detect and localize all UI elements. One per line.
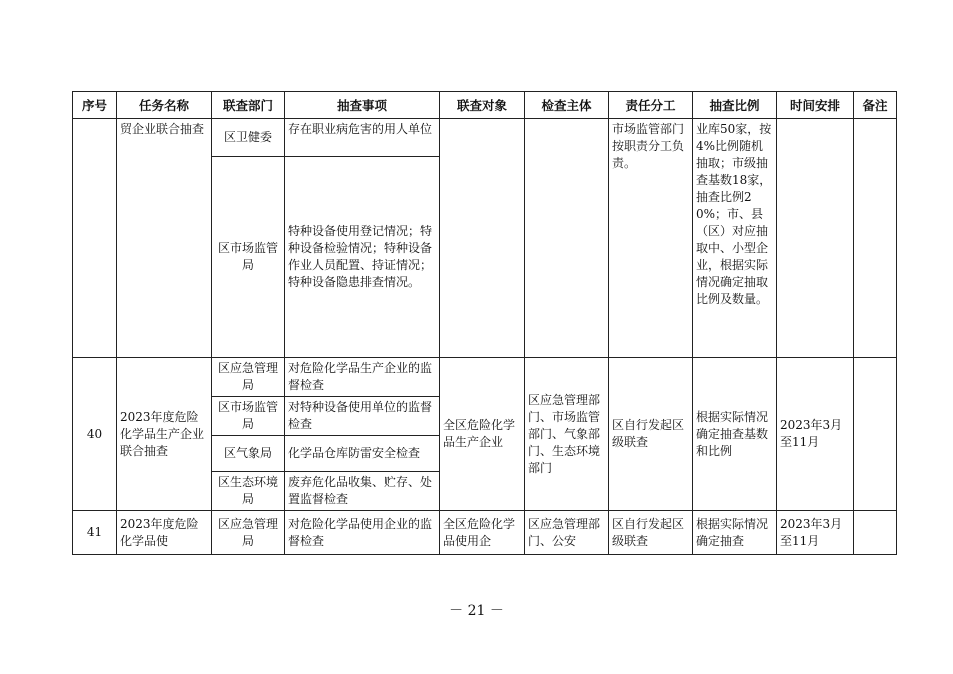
- task-name-cell: 2023年度危险化学品生产企业联合抽查: [117, 358, 212, 511]
- inspection-table: [72, 91, 897, 555]
- dept-cell: 区生态环境局: [212, 472, 285, 511]
- dept-cell: 区应急管理局: [212, 358, 285, 397]
- ratio-cell: 业库50家，按4%比例随机抽取；市级抽查基数18家，抽查比例20%；市、县（区）对应抽取中、小型企业，根据实际情况确定抽取比例及数量。: [693, 119, 777, 358]
- task-name-cell: 2023年度危险化学品使: [117, 511, 212, 555]
- remark-cell: [854, 119, 897, 358]
- header-cell: 责任分工: [609, 92, 693, 119]
- header-cell: 检查主体: [525, 92, 609, 119]
- subject-cell: 区应急管理部门、公安: [525, 511, 609, 555]
- item-cell: 对特种设备使用单位的监督检查: [285, 397, 440, 436]
- table-row: [73, 358, 897, 397]
- item-cell: 特种设备使用登记情况；特种设备检验情况；特种设备作业人员配置、持证情况；特种设备隐患排查情况。: [285, 157, 440, 358]
- remark-cell: [854, 511, 897, 555]
- header-cell: 抽查事项: [285, 92, 440, 119]
- time-cell: [777, 119, 854, 358]
- table-row: [73, 119, 897, 157]
- row-number-cell: 41: [73, 511, 117, 555]
- remark-cell: [854, 358, 897, 511]
- ratio-cell: 根据实际情况确定抽查基数和比例: [693, 358, 777, 511]
- time-cell: 2023年3月至11月: [777, 511, 854, 555]
- target-cell: 全区危险化学品生产企业: [440, 358, 525, 511]
- task-name-cell: 贸企业联合抽查: [117, 119, 212, 358]
- ratio-cell: 根据实际情况确定抽查: [693, 511, 777, 555]
- subject-cell: 区应急管理部门、市场监管部门、气象部门、生态环境部门: [525, 358, 609, 511]
- target-cell: 全区危险化学品使用企: [440, 511, 525, 555]
- header-cell: 抽查比例: [693, 92, 777, 119]
- item-cell: 废弃危化品收集、贮存、处置监督检查: [285, 472, 440, 511]
- dept-cell: 区气象局: [212, 436, 285, 472]
- dept-cell: 区市场监管局: [212, 397, 285, 436]
- item-cell: 对危险化学品使用企业的监督检查: [285, 511, 440, 555]
- header-cell: 联查部门: [212, 92, 285, 119]
- header-cell: 序号: [73, 92, 117, 119]
- dept-cell: 区应急管理局: [212, 511, 285, 555]
- page-number: － 21 －: [449, 603, 504, 619]
- header-cell: 时间安排: [777, 92, 854, 119]
- row-number-cell: 40: [73, 358, 117, 511]
- item-cell: 化学品仓库防雷安全检查: [285, 436, 440, 472]
- header-row: [73, 92, 897, 119]
- dept-cell: 区市场监管局: [212, 157, 285, 358]
- item-cell: 存在职业病危害的用人单位: [285, 119, 440, 157]
- duty-cell: 区自行发起区级联查: [609, 511, 693, 555]
- duty-cell: 区自行发起区级联查: [609, 358, 693, 511]
- subject-cell: [525, 119, 609, 358]
- time-cell: 2023年3月至11月: [777, 358, 854, 511]
- header-cell: 任务名称: [117, 92, 212, 119]
- target-cell: [440, 119, 525, 358]
- duty-cell: 市场监管部门按职责分工负责。: [609, 119, 693, 358]
- header-cell: 备注: [854, 92, 897, 119]
- item-cell: 对危险化学品生产企业的监督检查: [285, 358, 440, 397]
- table-row: [73, 511, 897, 555]
- header-cell: 联查对象: [440, 92, 525, 119]
- row-number-cell: [73, 119, 117, 358]
- dept-cell: 区卫健委: [212, 119, 285, 157]
